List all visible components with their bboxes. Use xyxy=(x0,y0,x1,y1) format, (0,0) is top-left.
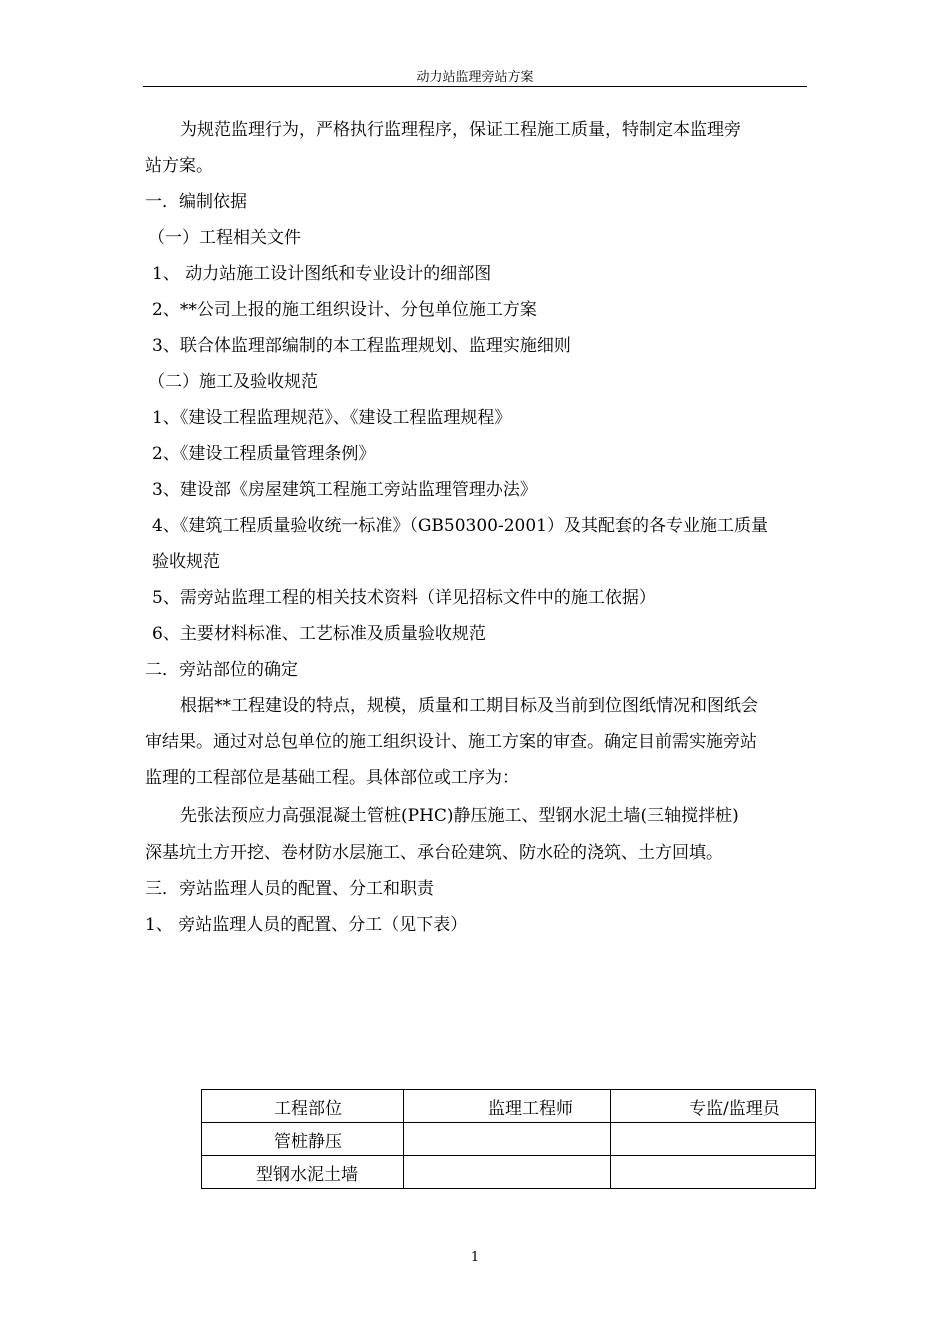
table-row xyxy=(202,1123,816,1156)
section-2-para-line-2: 审结果。通过对总包单位的施工组织设计、施工方案的审查。确定目前需实施旁站 xyxy=(145,732,757,752)
sub2-item-2: 2、《建设工程质量管理条例》 xyxy=(152,444,376,464)
sub2-item-3: 3、建设部《房屋建筑工程施工旁站监理管理办法》 xyxy=(152,480,537,500)
row-cell-location: 管桩静压 xyxy=(274,1132,342,1152)
sub2-item-1: 1、《建设工程监理规范》、《建设工程监理规程》 xyxy=(152,408,512,428)
intro-line-1: 为规范监理行为，严格执行监理程序，保证工程施工质量，特制定本监理旁 xyxy=(180,120,741,140)
header-cell-engineer: 监理工程师 xyxy=(488,1099,573,1119)
header-cell-location: 工程部位 xyxy=(274,1099,342,1119)
section-2-para-line-3: 监理的工程部位是基础工程。具体部位或工序为： xyxy=(145,768,519,788)
sub1-item-1: 1、 动力站施工设计图纸和专业设计的细部图 xyxy=(152,264,492,284)
section-1-title: 一．编制依据 xyxy=(145,192,247,212)
intro-line-2: 站方案。 xyxy=(145,156,213,176)
sub1-item-3: 3、联合体监理部编制的本工程监理规划、监理实施细则 xyxy=(152,336,571,356)
header-rule xyxy=(143,86,807,87)
table-row xyxy=(202,1156,816,1189)
subsection-2-title: （二）施工及验收规范 xyxy=(148,372,318,392)
staff-assignment-table xyxy=(201,1089,816,1189)
page-number: 1 xyxy=(470,1250,480,1265)
section-2-para2-line-1: 先张法预应力高强混凝土管桩(PHC)静压施工、型钢水泥土墙(三轴搅拌桩) xyxy=(180,806,739,826)
sub2-item-4-cont: 验收规范 xyxy=(152,552,220,572)
section-2-para-line-1: 根据**工程建设的特点，规模，质量和工期目标及当前到位图纸情况和图纸会 xyxy=(180,696,758,716)
sub1-item-2: 2、**公司上报的施工组织设计、分包单位施工方案 xyxy=(152,300,537,320)
row-cell-location: 型钢水泥土墙 xyxy=(256,1165,358,1185)
table-header-row xyxy=(202,1090,816,1123)
sub2-item-6: 6、主要材料标准、工艺标准及质量验收规范 xyxy=(152,624,486,644)
subsection-1-title: （一）工程相关文件 xyxy=(148,228,301,248)
header-cell-inspector: 专监/监理员 xyxy=(689,1099,780,1119)
section-2-para2-line-2: 深基坑土方开挖、卷材防水层施工、承台砼建筑、防水砼的浇筑、土方回填。 xyxy=(145,843,723,863)
section-2-title: 二．旁站部位的确定 xyxy=(145,660,298,680)
page-header: 动力站监理旁站方案 xyxy=(416,70,534,85)
section-3-title: 三．旁站监理人员的配置、分工和职责 xyxy=(145,879,434,899)
sub2-item-4: 4、《建筑工程质量验收统一标准》（GB50300-2001）及其配套的各专业施工质量 xyxy=(152,516,768,536)
sub2-item-5: 5、需旁站监理工程的相关技术资料（详见招标文件中的施工依据） xyxy=(152,588,656,608)
section-3-item-1: 1、 旁站监理人员的配置、分工（见下表） xyxy=(145,915,468,935)
